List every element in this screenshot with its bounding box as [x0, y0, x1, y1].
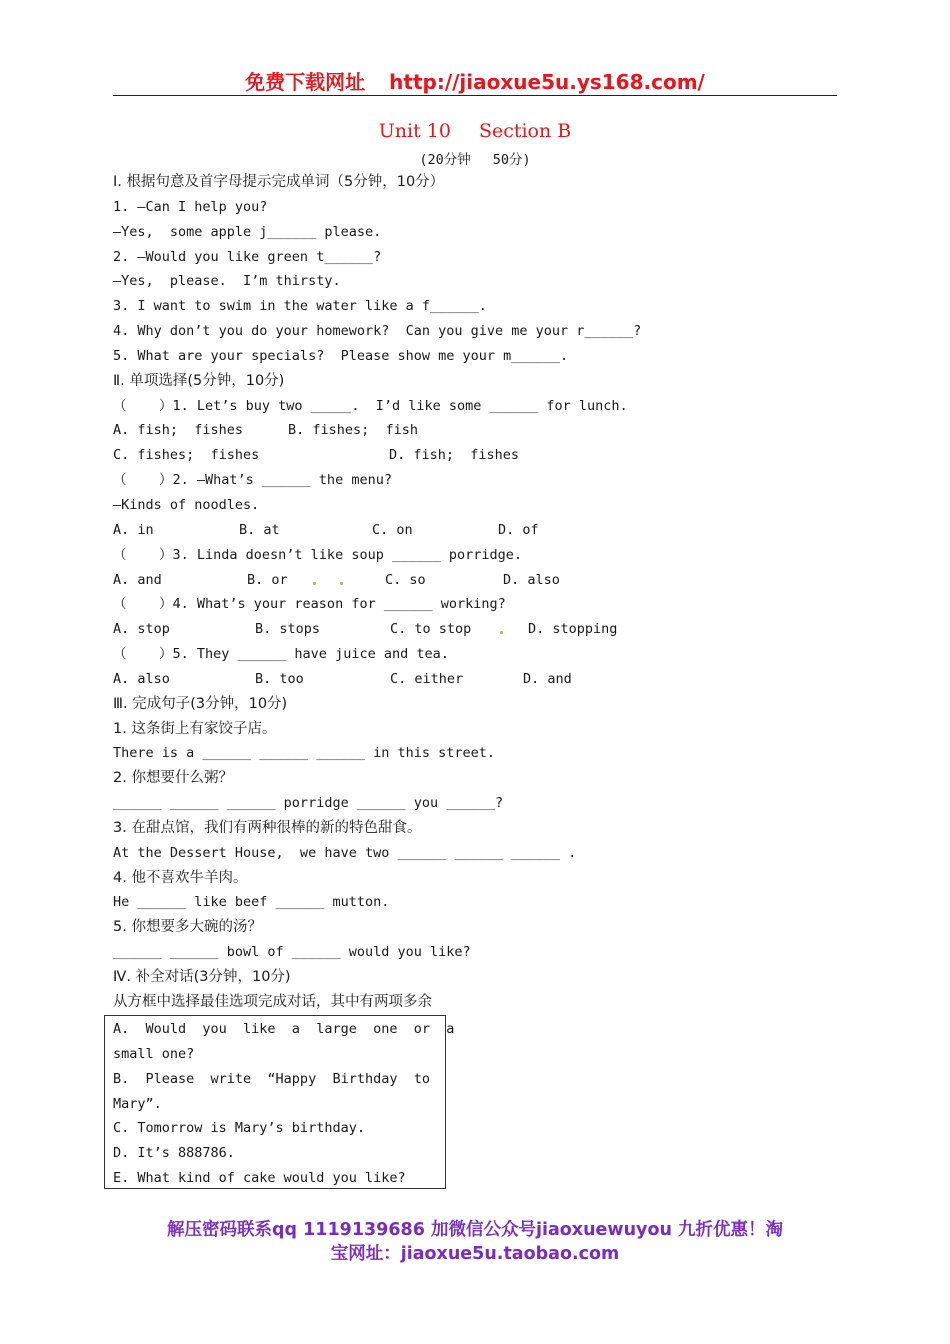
footer-line-2: 宝网址：jiaoxue5u.taobao.com — [330, 1244, 620, 1264]
part3-line: ______ ______ bowl of ______ would you like? — [113, 944, 471, 961]
option-a: A. and — [113, 571, 162, 588]
part1-line: —Yes, please. I’m thirsty. — [113, 273, 341, 290]
option-a: A. also — [113, 670, 170, 687]
page-footer — [0, 1218, 950, 1266]
part3-line: 1. 这条街上有家饺子店。 — [113, 720, 277, 737]
part3-line: At the Dessert House, we have two ______ ______ ______ . — [113, 844, 577, 861]
speck-mark — [500, 631, 503, 634]
part1-line: —Yes, some apple j______ please. — [113, 223, 382, 240]
part3-heading: Ⅲ. 完成句子(3分钟，10分) — [113, 695, 288, 712]
box-line: A. Would you like a large one or a — [113, 1021, 455, 1037]
option-b: B. at — [239, 521, 280, 538]
question-1-options-row1 — [113, 418, 833, 443]
question-5-options — [113, 667, 833, 692]
option-a: A. stop — [113, 621, 170, 638]
page-title — [0, 120, 950, 142]
speck-mark — [340, 582, 343, 585]
part1-heading: Ⅰ. 根据句意及首字母提示完成单词（5分钟，10分） — [113, 174, 445, 190]
box-line: D. It’s 888786. — [113, 1145, 235, 1162]
part2-heading: Ⅱ. 单项选择(5分钟，10分) — [113, 372, 285, 389]
title-unit: Unit 10 — [378, 120, 451, 142]
page-subtitle — [0, 148, 950, 168]
option-d: D. of — [498, 521, 539, 538]
question-2-options — [113, 518, 833, 543]
part3-line: 2. 你想要什么粥？ — [113, 770, 233, 787]
subtitle-score: 50分) — [492, 152, 531, 168]
part3-line: 3. 在甜点馆，我们有两种很棒的新的特色甜食。 — [113, 819, 422, 836]
box-line: B. Please write “Happy Birthday to — [113, 1070, 430, 1087]
part4-instruction: 从方框中选择最佳选项完成对话，其中有两项多余 — [113, 993, 432, 1010]
options-box — [104, 1015, 455, 1189]
part1-line: 1. —Can I help you? — [113, 198, 268, 215]
question-1: （ ）1. Let’s buy two _____. I’d like some ______ for lunch. — [113, 397, 628, 414]
header-label: 免费下载网址 — [245, 70, 366, 94]
option-c: C. on — [372, 521, 413, 538]
box-line: Mary”. — [113, 1095, 162, 1112]
option-a: A. in — [113, 521, 154, 538]
option-d: D. stopping — [528, 621, 618, 638]
question-4: （ ）4. What’s your reason for ______ working? — [113, 596, 506, 613]
title-section: Section B — [478, 120, 572, 142]
speck-mark — [313, 582, 316, 585]
part3-line: There is a ______ ______ ______ in this street. — [113, 745, 496, 762]
option-d: D. also — [503, 571, 560, 588]
part1-line: 2. —Would you like green t______? — [113, 248, 382, 265]
part3-line: He ______ like beef ______ mutton. — [113, 894, 390, 911]
option-c: C. either — [390, 670, 464, 687]
question-1-options-row2 — [113, 443, 833, 468]
question-3-options — [113, 568, 833, 593]
footer-line-1: 解压密码联系qq 1119139686 加微信公众号jiaoxuewuyou 九折优惠！淘 — [166, 1220, 784, 1240]
question-5: （ ）5. They ______ have juice and tea. — [113, 646, 449, 663]
option-b: B. fishes; fish — [288, 422, 419, 439]
option-b: B. stops — [255, 621, 321, 638]
option-d: D. and — [523, 670, 572, 687]
question-3: （ ）3. Linda doesn’t like soup ______ porridge. — [113, 546, 523, 563]
option-c: C. so — [385, 571, 426, 588]
part1-line: 3. I want to swim in the water like a f______. — [113, 298, 487, 315]
box-line: small one? — [113, 1045, 195, 1062]
page-header — [0, 66, 950, 95]
worksheet-body — [113, 170, 833, 1015]
option-b: B. or — [247, 571, 288, 588]
header-url-link[interactable]: http://jiaoxue5u.ys168.com/ — [389, 70, 705, 94]
box-line: C. Tomorrow is Mary’s birthday. — [113, 1120, 365, 1137]
part1-line: 5. What are your specials? Please show me your m______. — [113, 347, 569, 364]
question-4-options — [113, 617, 833, 642]
question-2: （ ）2. —What’s ______ the menu? — [113, 472, 392, 489]
part1-line: 4. Why don’t you do your homework? Can you give me your r______? — [113, 323, 642, 340]
part3-line: 5. 你想要多大碗的汤？ — [113, 919, 262, 936]
question-2-reply: —Kinds of noodles. — [113, 496, 260, 513]
part4-heading: Ⅳ. 补全对话(3分钟，10分) — [113, 969, 291, 985]
option-c: C. fishes; fishes — [113, 447, 260, 464]
box-line: E. What kind of cake would you like? — [113, 1170, 406, 1187]
subtitle-time: (20分钟 — [419, 152, 471, 168]
option-c: C. to stop — [390, 621, 472, 638]
option-a: A. fish; fishes — [113, 422, 244, 439]
part3-line: 4. 他不喜欢牛羊肉。 — [113, 869, 248, 886]
header-divider — [113, 95, 837, 96]
part3-line: ______ ______ ______ porridge ______ you ______? — [113, 795, 504, 812]
option-d: D. fish; fishes — [389, 447, 520, 464]
option-b: B. too — [255, 670, 304, 687]
